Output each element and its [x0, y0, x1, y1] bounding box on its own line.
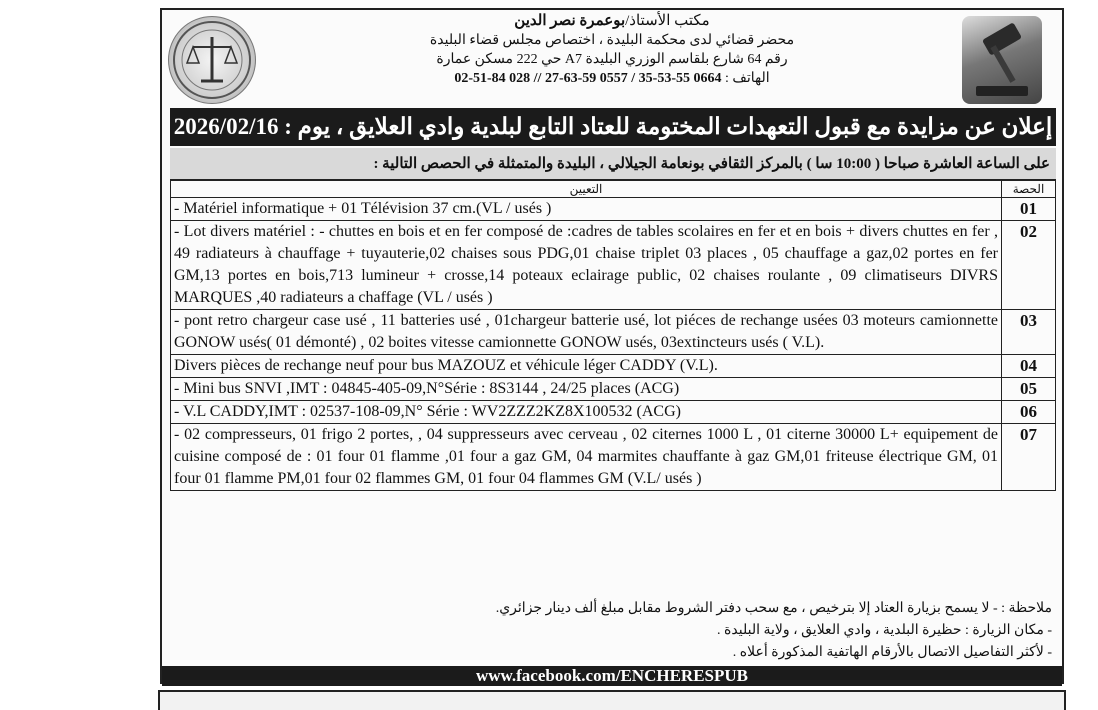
lot-number: 05: [1002, 378, 1056, 401]
phone-label: الهاتف :: [725, 71, 770, 86]
header-designation: التعيين: [171, 181, 1002, 198]
lot-description: - pont retro chargeur case usé , 11 batteries usé , 01chargeur batterie usé, lot piéces de rechange usées 03 moteurs camionnette GONOW usés( 01 démonté) , 02 boites vitesse camionnette GONOW usés, 03extincteurs usés ( V.L).: [171, 310, 1002, 355]
lot-description: Divers pièces de rechange neuf pour bus MAZOUZ et véhicule léger CADDY (V.L).: [171, 355, 1002, 378]
lot-number: 02: [1002, 221, 1056, 310]
notice-header: [162, 10, 1062, 110]
phone-numbers: 0664 55-53-35 / 0557 59-63-27 // 028 84-51-02: [454, 71, 722, 86]
lot-number: 07: [1002, 424, 1056, 491]
justice-scales-icon: [168, 16, 256, 104]
auction-notice: [160, 8, 1064, 684]
bailiff-jurisdiction: محضر قضائي لدى محكمة البليدة ، اختصاص مجلس قضاء البليدة: [429, 33, 795, 48]
facebook-link[interactable]: www.facebook.com/ENCHERESPUB: [162, 666, 1062, 686]
table-row: [171, 424, 1056, 491]
lot-number: 01: [1002, 198, 1056, 221]
lot-number: 06: [1002, 401, 1056, 424]
lot-description: - Mini bus SNVI ,IMT : 04845-405-09,N°Série : 8S3144 , 24/25 places (ACG): [171, 378, 1002, 401]
table-row: [171, 401, 1056, 424]
lots-table: [170, 180, 1056, 491]
bailiff-title: مكتب الأستاذ/: [625, 13, 710, 29]
lot-description: - Matériel informatique + 01 Télévision 37 cm.(VL / usés ): [171, 198, 1002, 221]
table-row: [171, 221, 1056, 310]
bailiff-office-info: [362, 12, 862, 88]
table-row: [171, 378, 1056, 401]
header-lot-number: الحصة: [1002, 181, 1056, 198]
lot-number: 04: [1002, 355, 1056, 378]
lot-description: - 02 compresseurs, 01 frigo 2 portes, , 04 suppresseurs avec cerveau , 02 citernes 1000 L , 01 citerne 30000 L+ equipement de cuisine composé de : 01 four 01 flamme ,01 four a gaz GM, 04 marmites chauffante à gaz GM,01 friteuse électrique GM, 01 four 01 flamme PM,01 four 02 flammes GM, 01 four 04 flammes GM (V.L/ usés ): [171, 424, 1002, 491]
bailiff-name-line: [362, 12, 862, 31]
lot-description: - Lot divers matériel : - chuttes en bois et en fer composé de :cadres de tables scolaires en fer et en bois + divers chuttes en fer , 49 radiateurs à chauffage + tuyauterie,02 chaises sous PDG,01 chaise triplet 03 places , 05 chauffage a gaz,02 portes en fer GM,13 portes en bois,713 lumineur + crosse,14 poteaux eclairage public, 02 chaises roulante , 09 climatiseurs DIVRS MARQUES ,40 radiateurs a chaffage (VL / usés ): [171, 221, 1002, 310]
bailiff-address: رقم 64 شارع بلقاسم الوزري البليدة A7 حي 222 مسكن عمارة: [436, 52, 788, 67]
table-row: [171, 198, 1056, 221]
remark-line: ملاحظة : - لا يسمح بزيارة العتاد إلا بترخيص ، مع سحب دفتر الشروط مقابل مبلغ ألف دينار جزائري.: [495, 601, 1052, 616]
remark-line: - مكان الزيارة : حظيرة البلدية ، وادي العلايق ، ولاية البليدة .: [717, 623, 1052, 638]
notice-subtitle: على الساعة العاشرة صباحا ( 10:00 سا ) بالمركز الثقافي بونعامة الجيلالي ، البليدة والمتمثلة في الحصص التالية :: [170, 148, 1056, 180]
bailiff-phone-line: [362, 69, 862, 88]
table-row: [171, 310, 1056, 355]
lot-number: 03: [1002, 310, 1056, 355]
notice-remarks: [170, 598, 1056, 664]
notice-title-banner: إعلان عن مزايدة مع قبول التعهدات المختومة للعتاد التابع لبلدية وادي العلايق ، يوم : 2026/02/16: [170, 108, 1056, 146]
lot-description: - V.L CADDY,IMT : 02537-108-09,N° Série : WV2ZZZ2KZ8X100532 (ACG): [171, 401, 1002, 424]
remark-line: - لأكثر التفاصيل الاتصال بالأرقام الهاتفية المذكورة أعلاه .: [732, 645, 1052, 660]
lots-table-header: [171, 181, 1056, 198]
gavel-icon: [962, 16, 1042, 104]
next-notice-edge: [158, 690, 1066, 710]
table-row: [171, 355, 1056, 378]
bailiff-name: بوعمرة نصر الدين: [514, 13, 626, 29]
